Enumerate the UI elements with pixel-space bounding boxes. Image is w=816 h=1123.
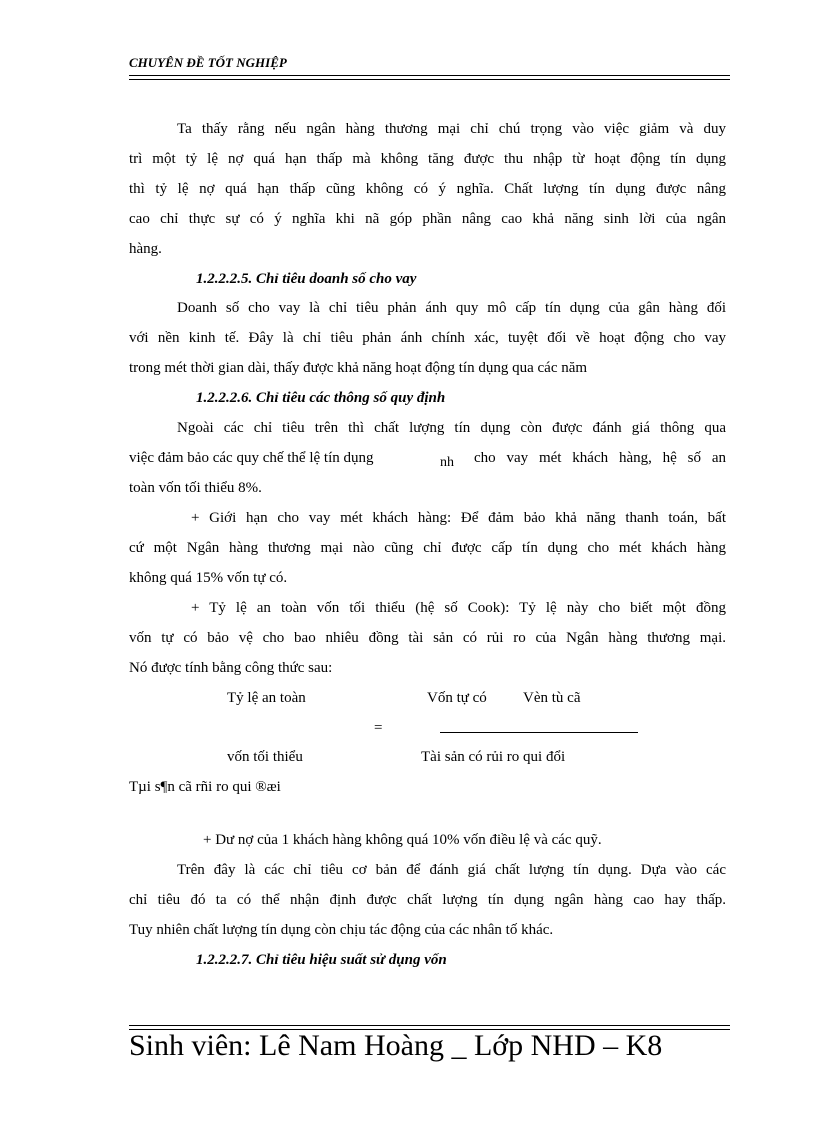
section-heading-2226: 1.2.2.2.6. Chỉ tiêu các thông số quy định bbox=[196, 390, 446, 406]
page-header-title: CHUYÊN ĐỀ TỐT NGHIỆP bbox=[129, 55, 287, 70]
formula-left-top: Tỷ lệ an toàn bbox=[227, 690, 306, 706]
paragraph-line: không quá 15% vốn tự có. bbox=[129, 570, 288, 586]
paragraph-line: + Tỷ lệ an toàn vốn tối thiểu (hệ số Cook): Tỷ lệ này cho biết một đồng bbox=[191, 600, 726, 616]
formula-garbled-text: Tµi s¶n cã rñi ro qui ®æi bbox=[129, 779, 281, 795]
paragraph-line: vốn tự có bảo vệ cho bao nhiêu đồng tài sản có rủi ro của Ngân hàng thương mại. bbox=[129, 630, 726, 646]
paragraph-line: Ngoài các chỉ tiêu trên thì chất lượng tín dụng còn được đánh giá thông qua bbox=[177, 420, 726, 436]
subscript-nh: nh bbox=[440, 455, 454, 470]
paragraph-line: Doanh số cho vay là chỉ tiêu phản ánh quy mô cấp tín dụng của gân hàng đối bbox=[177, 300, 726, 316]
footer-student-info: Sinh viên: Lê Nam Hoàng _ Lớp NHD – K8 bbox=[129, 1029, 663, 1062]
footer-rule-top bbox=[129, 1025, 730, 1026]
paragraph-line: cao chỉ thực sự có ý nghĩa khi nã góp phần nâng cao khả năng sinh lời của ngân bbox=[129, 211, 726, 227]
section-heading-2225: 1.2.2.2.5. Chỉ tiêu doanh số cho vay bbox=[196, 271, 417, 287]
paragraph-line: + Giới hạn cho vay mét khách hàng: Để đảm bảo khả năng thanh toán, bất bbox=[191, 510, 726, 526]
formula-denominator: Tài sản có rủi ro qui đổi bbox=[421, 749, 566, 765]
paragraph-line: chỉ tiêu đó ta có thể nhận định được chất lượng tín dụng ngân hàng cao hay thấp. bbox=[129, 892, 726, 908]
paragraph-line-a: việc đảm bảo các quy chế thể lệ tín dụng bbox=[129, 450, 374, 466]
paragraph-line: toàn vốn tối thiểu 8%. bbox=[129, 480, 262, 496]
formula-left-bottom: vốn tối thiểu bbox=[227, 749, 303, 765]
formula-fraction-bar bbox=[440, 732, 638, 733]
paragraph-line: trì một tỷ lệ nợ quá hạn thấp mà không tăng được thu nhập từ hoạt động tín dụng bbox=[129, 151, 726, 167]
paragraph-line: cứ một Ngân hàng thương mại nào cũng chỉ được cấp tín dụng cho mét khách hàng bbox=[129, 540, 726, 556]
paragraph-line: Ta thấy rằng nếu ngân hàng thương mại chỉ chú trọng vào việc giảm và duy bbox=[177, 121, 726, 137]
paragraph-line: hàng. bbox=[129, 241, 162, 257]
paragraph-line: thì tỷ lệ nợ quá hạn thấp cũng không có ý nghĩa. Chất lượng tín dụng được nâng bbox=[129, 181, 726, 197]
paragraph-line-b: cho vay mét khách hàng, hệ số an bbox=[474, 450, 726, 466]
section-heading-2227: 1.2.2.2.7. Chỉ tiêu hiệu suất sử dụng vốn bbox=[196, 952, 447, 968]
paragraph-line: Nó được tính bằng công thức sau: bbox=[129, 660, 333, 676]
formula-numerator: Vốn tự có bbox=[427, 690, 487, 706]
paragraph-line: + Dư nợ của 1 khách hàng không quá 10% vốn điều lệ và các quỹ. bbox=[203, 832, 602, 848]
formula-numerator-garbled: Vèn tù cã bbox=[523, 690, 581, 706]
header-rule-bottom bbox=[129, 79, 730, 80]
header-rule-top bbox=[129, 75, 730, 76]
paragraph-line: với nền kinh tế. Đây là chỉ tiêu phản ánh chính xác, tuyệt đối về hoạt động cho vay bbox=[129, 330, 726, 346]
paragraph-line: trong mét thời gian dài, thấy được khả năng hoạt động tín dụng qua các năm bbox=[129, 360, 588, 376]
paragraph-line: Trên đây là các chỉ tiêu cơ bản để đánh giá chất lượng tín dụng. Dựa vào các bbox=[177, 862, 726, 878]
formula-equals: = bbox=[374, 720, 383, 736]
paragraph-line: Tuy nhiên chất lượng tín dụng còn chịu tác động của các nhân tố khác. bbox=[129, 922, 554, 938]
